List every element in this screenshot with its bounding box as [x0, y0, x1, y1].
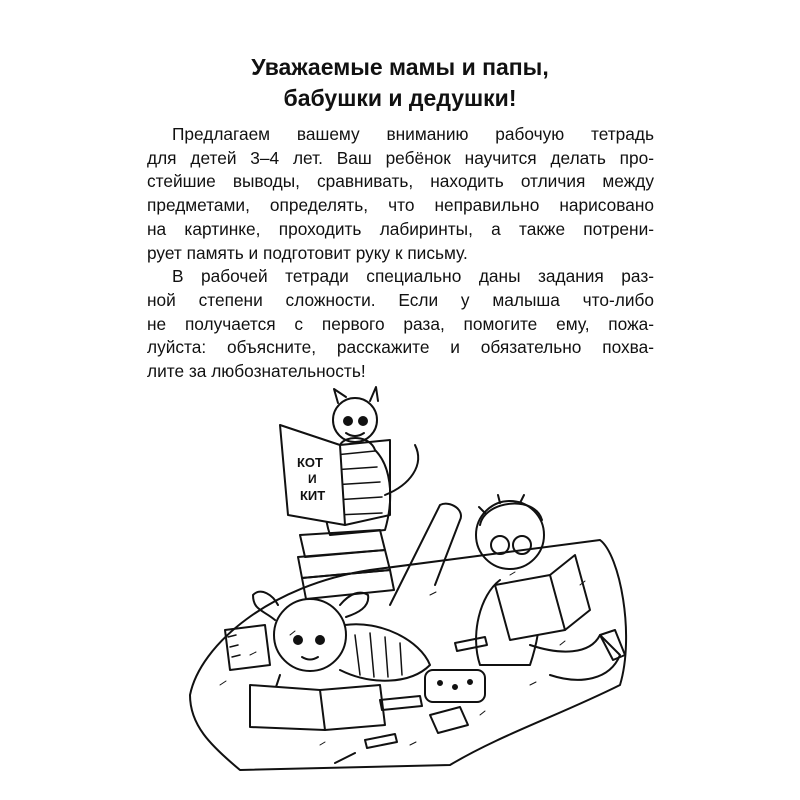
- paragraph-line: Предлагаем вашему вниманию рабочую тетрадь: [172, 124, 654, 144]
- paragraph-line: для детей 3–4 лет. Ваш ребёнок научится делать про-: [147, 147, 654, 168]
- paragraph-line: предметами, определять, что неправильно нарисовано: [147, 195, 654, 216]
- paragraph-line: рует память и подготовит руку к письму.: [147, 242, 468, 263]
- title-line-2: бабушки и дедушки!: [283, 85, 517, 111]
- page-title: [150, 52, 650, 114]
- paragraph-line: ной степени сложности. Если у малыша что-либо: [147, 289, 654, 310]
- paragraph-2: [147, 265, 654, 384]
- paragraph-line: луйста: объясните, расскажите и обязательно похва-: [147, 337, 654, 358]
- book-title-3: КИТ: [300, 488, 326, 503]
- paragraph-line: на картинке, проходить лабиринты, а также потрени-: [147, 218, 654, 239]
- blanket: [190, 540, 626, 770]
- cat-book: [280, 425, 390, 525]
- book-stack: [298, 530, 394, 599]
- open-notebook: [250, 685, 385, 730]
- paragraph-line: лите за любознательность!: [147, 361, 366, 382]
- eraser: [430, 707, 468, 733]
- title-line-1: Уважаемые мамы и папы,: [251, 54, 549, 80]
- boy-book: [495, 555, 590, 640]
- girl: [253, 504, 461, 705]
- children-reading-illustration: [180, 385, 640, 775]
- paragraph-line: не получается с первого раза, помогите ему, пожа-: [147, 313, 654, 334]
- paragraph-1: [147, 123, 654, 265]
- intro-text: [147, 123, 654, 384]
- pencil-case: [425, 670, 485, 702]
- paragraph-line: В рабочей тетради специально даны задания раз-: [172, 266, 654, 287]
- book-title-2: И: [308, 472, 317, 486]
- paragraph-line: стейшие выводы, сравнивать, находить отличия между: [147, 171, 654, 192]
- book-title-1: КОТ: [297, 455, 323, 470]
